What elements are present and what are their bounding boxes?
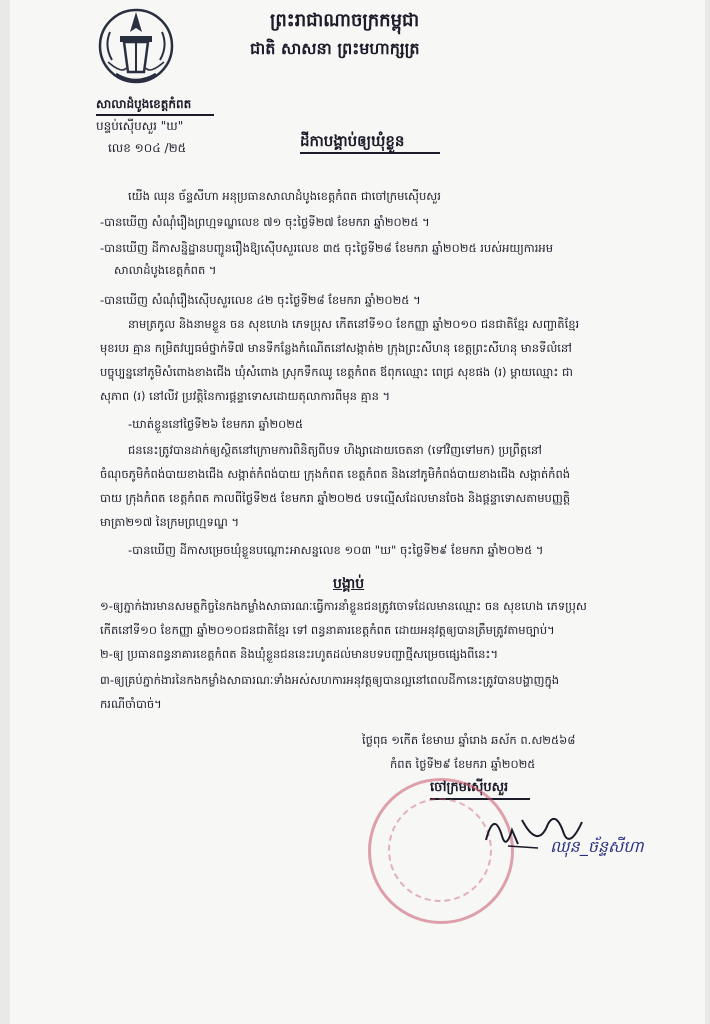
body-line: ចំណុចភូមិកំពង់បាយខាងជើង សង្កាត់កំពង់បាយ ក្រុងកំពត ខេត្តកំពត និងនៅភូមិកំពង់បាយខាងជើង សង្កាត់កំពង់	[100, 467, 571, 481]
body-line: នាមត្រកូល និងនាមខ្លួន ចន សុខហេង ភេទប្រុស កើតនៅទី១០ ខែកញ្ញា ឆ្នាំ២០១០ ជនជាតិខ្មែរ សញ្ជាតិខ្មែរ	[128, 317, 580, 331]
body-line: -បានឃើញ សំណុំរឿងស៊ើបសួរលេខ ៤២ ចុះថ្ងៃទី២៨ ខែមករា ឆ្នាំ២០២៥ ។	[100, 293, 421, 307]
title-underline	[300, 152, 440, 154]
court-emblem-icon	[96, 2, 176, 94]
body-line: សុភាព (រ) នៅលីវ ប្រវត្តិនៃការផ្ដន្ទាទោសដោយតុលាការពីមុន គ្មាន ។	[100, 389, 391, 403]
document-page	[10, 0, 705, 1024]
lunar-date: ថ្ងៃពុធ ១កើត ខែមាឃ ឆ្នាំរោង ឆស័ក ព.ស២៥៦៨	[362, 733, 576, 747]
body-line: -បានឃើញ ដីកាសម្រេចឃុំខ្លួនបណ្ដោះអាសន្នលេខ ១០៣ "ឃ" ចុះថ្ងៃទី២៩ ខែមករា ឆ្នាំ២០២៥ ។	[128, 543, 544, 557]
body-line: យើង ឈុន ច័ន្ទសីហា អនុប្រធានសាលាដំបូងខេត្តកំពត ជាចៅក្រមស៊ើបសួរ	[128, 189, 441, 203]
order-line: ករណីចាំបាច់។	[100, 697, 162, 711]
body-line: ជននេះត្រូវបានដាក់ឲ្យស្ថិតនៅក្រោមការពិនិត្យពីបទ ហិង្សាដោយចេតនា (ទៅវិញទៅមក) ប្រព្រឹត្តនៅ	[128, 443, 542, 457]
body-line: មាត្រា២១៧ នៃក្រមព្រហ្មទណ្ឌ ។	[100, 515, 240, 529]
document-number: លេខ ១០៤ /២៥	[108, 141, 187, 155]
signer-role: ចៅក្រមស៊ើបសួរ	[430, 780, 509, 795]
solar-date: កំពត ថ្ងៃទី២៩ ខែមករា ឆ្នាំ២០២៥	[390, 757, 536, 771]
body-line: មុខរបរ គ្មាន កម្រិតវប្បធម៌ថ្នាក់ទី៧ មានទីកន្លែងកំណើតនៅសង្កាត់២ ក្រុងព្រះសីហនុ ខេត្តព្រះសីហនុ មានទីលំនៅ	[100, 341, 572, 355]
motto-heading: ជាតិ សាសនា ព្រះមហាក្សត្រ	[250, 39, 420, 58]
body-line: បច្ចុប្បន្ននៅភូមិសំពោងខាងជើង ឃុំសំពោង ស្រុកទឹកឈូ ខេត្តកំពត ឪពុកឈ្មោះ ពេជ្រ សុខផង (រ) ម្ដាយឈ្មោះ ជា	[100, 365, 574, 379]
order-line: ១-ឲ្យភ្នាក់ងារមានសមត្ថកិច្ចនៃកងកម្លាំងសាធារណៈធ្វើការនាំខ្លួនជនត្រូវចោទដែលមានឈ្មោះ ចន សុខហេង ភេទប្រុស	[100, 599, 587, 613]
order-line: ២-ឲ្យ ប្រធានពន្ធនាគារខេត្តកំពត និងឃុំខ្លួនជននេះរហូតដល់មានបទបញ្ជាថ្មីសម្រេចផ្សេងពីនេះ។	[100, 647, 499, 661]
chamber-label: បន្ទប់ស៊ើបសួរ "ឃ"	[96, 119, 184, 133]
order-line: ៣-ឲ្យគ្រប់ភ្នាក់ងារនៃកងកម្លាំងសាធារណៈទាំងអស់សហការអនុវត្តឲ្យបានល្អនៅពេលដីកានេះត្រូវបានបង្ហាញក្នុង	[100, 673, 560, 687]
body-line: -ឃាត់ខ្លួននៅថ្ងៃទី២៦ ខែមករា ឆ្នាំ២០២៥	[128, 417, 304, 431]
decision-heading: បង្គាប់	[333, 576, 365, 592]
office-underline	[96, 114, 214, 116]
court-seal-inner-icon	[388, 798, 492, 902]
document-title: ដីកាបង្គាប់ឲ្យឃុំខ្លួន	[300, 132, 405, 150]
body-line: -បានឃើញ សំណុំរឿងព្រហ្មទណ្ឌលេខ ៧១ ចុះថ្ងៃទី២៧ ខែមករា ឆ្នាំ២០២៥ ។	[100, 215, 430, 229]
body-line: -បានឃើញ ដីកាសន្និដ្ឋានបញ្ជូនរឿងឱ្យស៊ើបសួរលេខ ៣៥ ចុះថ្ងៃទី២៨ ខែមករា ឆ្នាំ២០២៥ របស់អយ្យការអម	[100, 241, 554, 255]
kingdom-heading: ព្រះរាជាណាចក្រកម្ពុជា	[270, 10, 420, 31]
court-office: សាលាដំបូងខេត្តកំពត	[96, 97, 192, 111]
body-line: សាលាដំបូងខេត្តកំពត ។	[114, 263, 217, 277]
signer-name: ឈុន_ច័ន្ទសីហា	[550, 837, 644, 856]
order-line: កើតនៅទី១០ ខែកញ្ញា ឆ្នាំ២០១០ជនជាតិខ្មែរ ទៅ ពន្ធនាគារខេត្តកំពត ដោយអនុវត្តឲ្យបានត្រឹមត្រូវតាមច្បាប់។	[100, 623, 555, 637]
body-line: បាយ ក្រុងកំពត ខេត្តកំពត កាលពីថ្ងៃទី២៥ ខែមករា ឆ្នាំ២០២៥ បទល្មើសដែលមានចែង និងផ្ដន្ទាទោសតាមបញ្ញត្តិ	[100, 491, 571, 505]
